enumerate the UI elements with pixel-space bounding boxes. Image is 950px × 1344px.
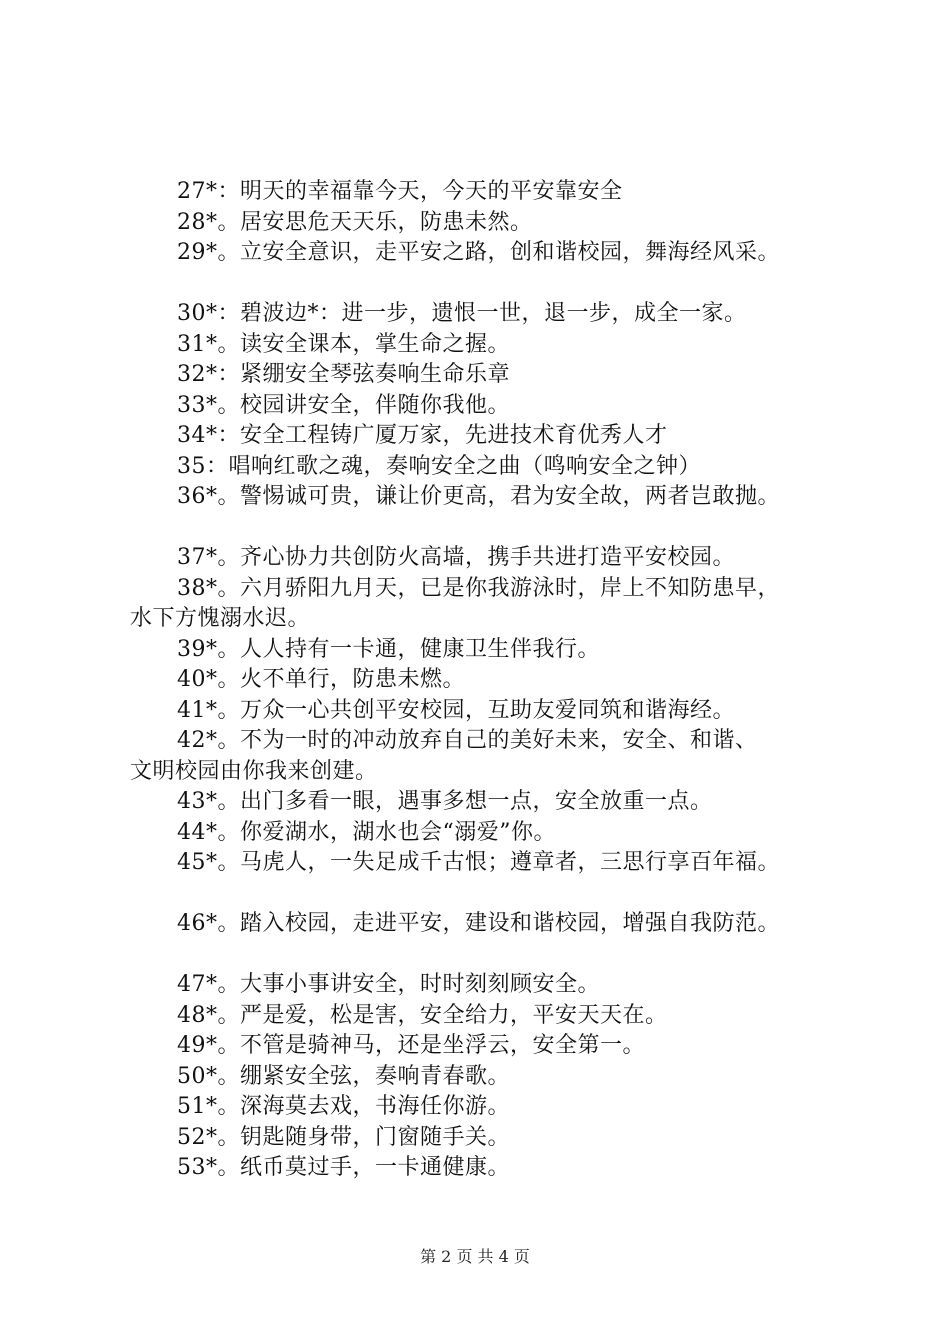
text-line: 44*。你爱湖水，湖水也会“溺爱”你。 bbox=[177, 819, 556, 845]
paragraph-gap bbox=[130, 513, 850, 544]
paragraph-gap bbox=[130, 269, 850, 300]
document-body bbox=[130, 177, 850, 1184]
text-line: 42*。不为一时的冲动放弃自己的美好未来，安全、和谐、 bbox=[177, 728, 758, 753]
text-line: 46*。踏入校园，走进平安，建设和谐校园，增强自我防范。 bbox=[177, 911, 780, 936]
text-line: 39*。人人持有一卡通，健康卫生伴我行。 bbox=[177, 636, 600, 662]
text-line: 45*。马虎人，一失足成千古恨；遵章者，三思行享百年福。 bbox=[177, 850, 780, 875]
text-line: 文明校园由你我来创建。 bbox=[130, 758, 378, 784]
paragraph-gap bbox=[130, 879, 850, 910]
page-footer: 第 2 页 共 4 页 bbox=[420, 1247, 530, 1266]
text-line: 水下方愧溺水迟。 bbox=[130, 606, 311, 631]
text-line: 51*。深海莫去戏，书海任你游。 bbox=[177, 1094, 510, 1119]
text-line: 35：唱响红歌之魂，奏响安全之曲（鸣响安全之钟） bbox=[177, 453, 701, 479]
text-line: 47*。大事小事讲安全，时时刻刻顾安全。 bbox=[177, 972, 600, 997]
paragraph-gap bbox=[130, 940, 850, 971]
text-line: 37*。齐心协力共创防火高墙，携手共进打造平安校园。 bbox=[177, 545, 735, 570]
text-line: 36*。警惕诚可贵，谦让价更高，君为安全故，两者岂敢抛。 bbox=[177, 484, 780, 509]
text-line: 32*：紧绷安全琴弦奏响生命乐章 bbox=[177, 362, 510, 387]
text-line: 30*：碧波边*：进一步，遗恨一世，退一步，成全一家。 bbox=[177, 301, 747, 326]
text-line: 29*。立安全意识，走平安之路，创和谐校园，舞海经风采。 bbox=[177, 240, 780, 265]
text-line: 33*。校园讲安全，伴随你我他。 bbox=[177, 392, 510, 418]
text-line: 53*。纸币莫过手，一卡通健康。 bbox=[177, 1155, 510, 1180]
text-line: 40*。火不单行，防患未燃。 bbox=[177, 667, 465, 692]
text-line: 28*。居安思危天天乐，防患未然。 bbox=[177, 209, 533, 235]
text-line: 38*。六月骄阳九月天，已是你我游泳时，岸上不知防患早， bbox=[177, 575, 780, 601]
text-line: 41*。万众一心共创平安校园，互助友爱同筑和谐海经。 bbox=[177, 697, 735, 723]
text-line: 50*。绷紧安全弦，奏响青春歌。 bbox=[177, 1063, 510, 1089]
text-line: 49*。不管是骑神马，还是坐浮云，安全第一。 bbox=[177, 1033, 645, 1058]
text-line: 48*。严是爱，松是害，安全给力，平安天天在。 bbox=[177, 1002, 668, 1028]
text-line: 52*。钥匙随身带，门窗随手关。 bbox=[177, 1124, 510, 1150]
text-line: 27*：明天的幸福靠今天，今天的平安靠安全 bbox=[177, 179, 623, 204]
text-line: 43*。出门多看一眼，遇事多想一点，安全放重一点。 bbox=[177, 789, 713, 814]
text-line: 34*：安全工程铸广厦万家，先进技术育优秀人才 bbox=[177, 423, 668, 448]
text-line: 31*。读安全课本，掌生命之握。 bbox=[177, 331, 510, 357]
